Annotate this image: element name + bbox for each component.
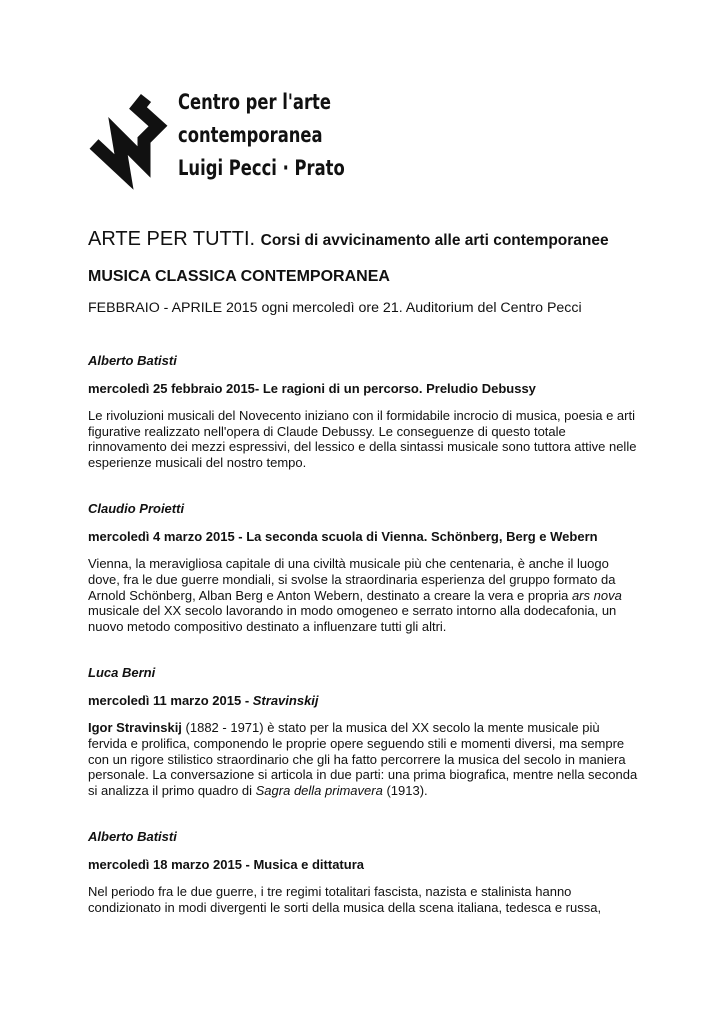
- event-speaker: Luca Berni: [88, 665, 156, 681]
- event-3: [88, 664, 638, 798]
- description-text: (1913).: [382, 782, 428, 798]
- description-text: (1882 - 1971) è stato per la musica del XX secolo la mente musicale più fervida e prolifica, componendo le proprie opere seguendo stili e momenti diversi, ma sempre con un rigore stilistico straordinario che gli ha fatto percorrere la musica del secolo in maniera personale. La conversazione si articola in due parti: una prima biografica, mentre nella seconda si analizza il primo quadro di: [88, 720, 638, 798]
- event-1: [88, 352, 638, 470]
- title-main: ARTE PER TUTTI.: [88, 228, 256, 250]
- event-speaker: Alberto Batisti: [88, 353, 177, 368]
- event-title: mercoledì 4 marzo 2015 - La seconda scuola di Vienna. Schönberg, Berg e Webern: [88, 529, 598, 545]
- description-text: musicale del XX secolo lavorando in modo omogeneo e serrato intorno alla dodecafonia, un nuovo metodo compositivo destinato a influenzare tutti gli altri.: [88, 603, 617, 634]
- description-bold: Igor Stravinskij: [88, 720, 182, 736]
- schedule-dates: FEBBRAIO - APRILE 2015 ogni mercoledì ore 21. Auditorium del Centro Pecci: [88, 300, 582, 316]
- event-description: [88, 556, 638, 634]
- document-body: [88, 226, 638, 916]
- title-italic: Stravinskij: [252, 693, 319, 709]
- section-title: MUSICA CLASSICA CONTEMPORANEA: [88, 268, 390, 285]
- title-text: mercoledì 11 marzo 2015 -: [88, 693, 253, 709]
- logo-line-3: Luigi Pecci · Prato: [178, 156, 345, 180]
- event-2: [88, 500, 638, 634]
- description-text: Vienna, la meravigliosa capitale di una civiltà musicale più che centenaria, è anche il luogo dove, fra le due guerre mondiali, si svolse la straordinaria esperienza del gruppo formato da Arnold Schönberg, Alban Berg e Anton Webern, destinato a creare la vera e propria: [88, 556, 616, 603]
- event-description: Nel periodo fra le due guerre, i tre regimi totalitari fascista, nazista e stalinista hanno condizionato in modi divergenti le sorti della musica della scena italiana, tedesca e russa,: [88, 884, 602, 915]
- logo-line-2: contemporanea: [178, 123, 323, 147]
- event-speaker: Claudio Proietti: [88, 501, 185, 517]
- event-title: [88, 692, 638, 710]
- event-speaker: Alberto Batisti: [88, 829, 177, 845]
- event-4: [88, 828, 638, 915]
- title-subtitle: Corsi di avvicinamento alle arti contemporanee: [260, 232, 609, 249]
- description-italic: ars nova: [571, 587, 622, 603]
- event-title: mercoledì 18 marzo 2015 - Musica e dittatura: [88, 857, 364, 873]
- event-description: Le rivoluzioni musicali del Novecento iniziano con il formidabile incrocio di musica, poesia e arti figurative realizzato nell'opera di Claude Debussy. Le conseguenze di questo totale rinnovamento dei mezzi espressivi, del lessico e della sintassi musicale sono tuttora attive nelle esperienze musicali del nostro tempo.: [88, 408, 637, 470]
- description-italic: Sagra della primavera: [255, 782, 383, 798]
- event-description: [88, 720, 638, 798]
- page-title: [88, 226, 638, 254]
- event-title: mercoledì 25 febbraio 2015- Le ragioni di un percorso. Preludio Debussy: [88, 381, 536, 396]
- centro-pecci-logo-mark-icon: [88, 92, 168, 192]
- logo-wordmark: [178, 86, 345, 185]
- logo-line-1: Centro per l'arte: [178, 90, 331, 114]
